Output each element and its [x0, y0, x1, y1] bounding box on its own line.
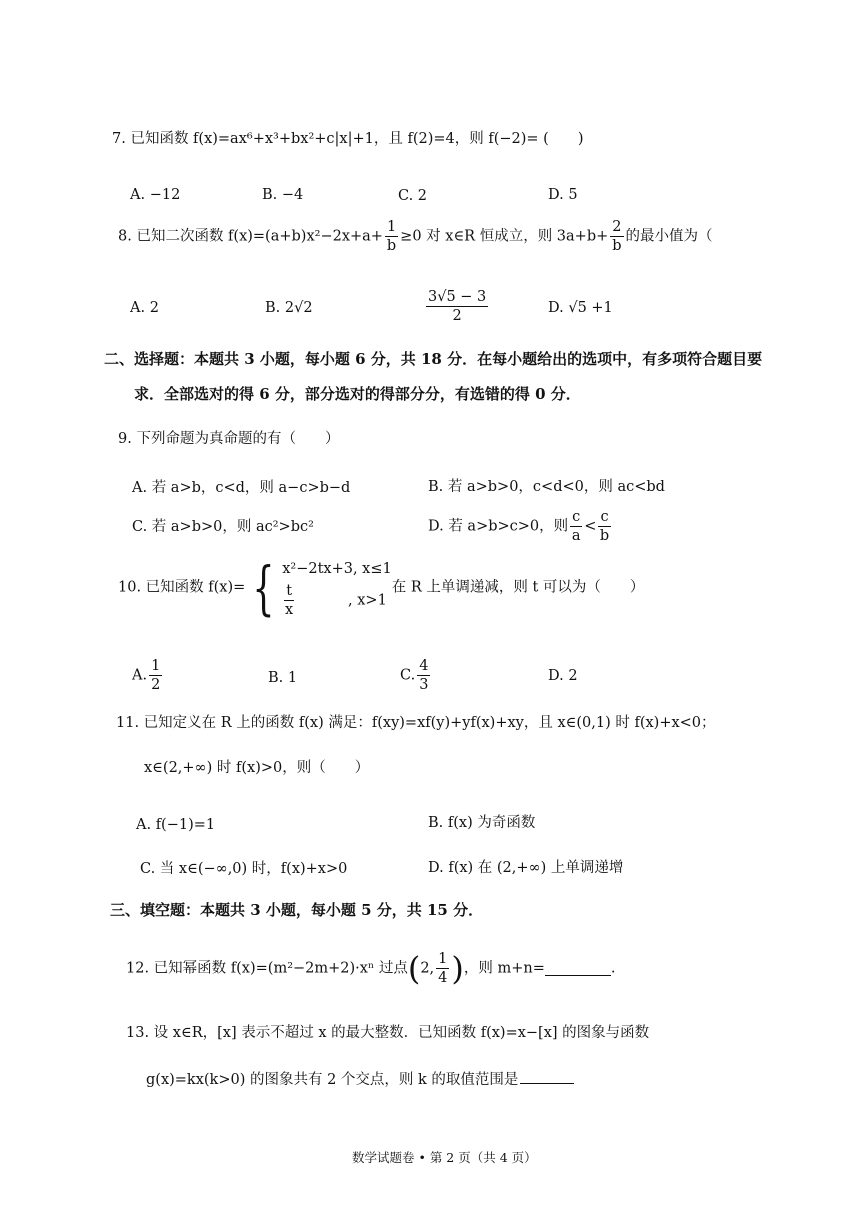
q9-d-lt: < [584, 518, 597, 535]
q10-option-d: D. 2 [548, 668, 578, 684]
q8-option-c-num: 3√5 − 3 [428, 289, 487, 305]
q8-stem-mid: ≥0 对 x∈R 恒成立，则 3a+b+ [400, 228, 609, 245]
q10-stem-pre: 10. 已知函数 f(x)= [118, 579, 246, 596]
q10-c-num: 4 [419, 658, 429, 674]
q10-piecewise-brace: { [252, 553, 275, 622]
question-7-stem: 7. 已知函数 f(x)=ax⁶+x³+bx²+c|x|+1，且 f(2)=4，则 f(−2)= ( ) [112, 131, 584, 147]
q10-piece-2-cond: , x>1 [348, 592, 387, 609]
q10-piece-2-fraction [284, 582, 294, 619]
q9-option-b: B. 若 a>b>0，c<d<0，则 ac<bd [428, 479, 665, 495]
q9-d-den2: b [599, 528, 610, 544]
q10-piece-2-num: t [286, 583, 293, 599]
q10-option-c-fraction [417, 657, 430, 694]
q12-stem-post: ，则 m+n= [463, 960, 545, 977]
q8-frac1-num: 1 [386, 219, 397, 235]
q8-option-b: B. 2√2 [265, 300, 313, 316]
q8-option-a: A. 2 [130, 300, 159, 316]
question-10-stem [118, 553, 645, 622]
q11-option-d: D. f(x) 在 (2,+∞) 上单调递增 [428, 860, 624, 876]
q12-point-num: 1 [438, 951, 448, 967]
section-3-heading: 三、填空题：本题共 3 小题，每小题 5 分，共 15 分． [110, 901, 484, 919]
question-13-line2 [146, 1069, 574, 1091]
q8-fraction-1-over-b [385, 218, 398, 255]
q8-option-c-fraction [426, 288, 488, 325]
q11-option-a: A. f(−1)=1 [136, 817, 216, 833]
q10-stem-post: 在 R 上单调递减，则 t 可以为（ ） [391, 579, 645, 596]
q8-option-c-den: 2 [452, 308, 462, 324]
q8-stem-pre: 8. 已知二次函数 f(x)=(a+b)x²−2x+a+ [118, 228, 383, 245]
q10-option-c [400, 657, 432, 694]
q9-d-num1: c [572, 509, 581, 525]
q7-option-c: C. 2 [398, 188, 428, 204]
q10-option-b: B. 1 [268, 670, 298, 686]
question-11-line1: 11. 已知定义在 R 上的函数 f(x) 满足：f(xy)=xf(y)+yf(x)+xy，且 x∈(0,1) 时 f(x)+x<0； [116, 715, 716, 731]
q12-paren-close: ) [451, 949, 464, 988]
q9-option-a: A. 若 a>b，c<d，则 a−c>b−d [132, 480, 351, 496]
q8-frac2-den: b [612, 238, 622, 254]
q10-option-a-fraction [149, 657, 162, 694]
section-2-heading-line1: 二、选择题：本题共 3 小题，每小题 6 分，共 18 分．在每小题给出的选项中，有多项符合题目要 [104, 350, 763, 368]
q9-d-den1: a [571, 528, 581, 544]
q10-option-a [132, 657, 164, 694]
q8-stem-post: 的最小值为（ [625, 228, 713, 245]
q12-point-den: 4 [438, 970, 448, 986]
question-11-line2: x∈(2,+∞) 时 f(x)>0，则（ ） [144, 760, 370, 776]
q10-piece-2-den: x [285, 602, 294, 618]
q9-option-d [428, 508, 613, 545]
question-13-line1: 13. 设 x∈R，[x] 表示不超过 x 的最大整数．已知函数 f(x)=x−[x] 的图象与函数 [126, 1025, 650, 1041]
q11-option-c: C. 当 x∈(−∞,0) 时，f(x)+x>0 [140, 861, 348, 877]
q7-option-a: A. −12 [130, 187, 181, 203]
question-9-stem: 9. 下列命题为真命题的有（ ） [118, 431, 340, 447]
q10-a-den: 2 [151, 677, 161, 693]
q12-end: . [610, 960, 616, 977]
q8-option-c [424, 288, 490, 325]
q10-piece-1: x²−2tx+3, x≤1 [282, 561, 392, 577]
q10-piecewise [282, 556, 392, 619]
section-2-heading-line2: 求．全部选对的得 6 分，部分选对的得部分分，有选错的得 0 分． [134, 385, 581, 403]
q9-d-num2: c [600, 509, 609, 525]
q8-frac2-num: 2 [612, 219, 622, 235]
q12-answer-blank[interactable] [545, 961, 611, 976]
q12-point-fraction [436, 950, 449, 987]
q7-option-d: D. 5 [548, 187, 578, 203]
q11-option-b: B. f(x) 为奇函数 [428, 815, 536, 831]
q12-point-x: 2, [420, 960, 435, 977]
q9-option-d-pre: D. 若 a>b>c>0，则 [428, 518, 569, 535]
q7-option-b: B. −4 [262, 187, 304, 203]
q9-option-c: C. 若 a>b>0，则 ac²>bc² [132, 519, 314, 535]
q10-c-den: 3 [419, 677, 429, 693]
q12-paren-open: ( [407, 949, 421, 988]
page-footer: 数学试题卷 • 第 2 页（共 4 页） [352, 1150, 537, 1165]
q10-a-num: 1 [151, 658, 161, 674]
q8-option-d: D. √5 +1 [548, 300, 613, 316]
q13-answer-blank[interactable] [520, 1069, 574, 1084]
q9-d-fraction-c-over-b [598, 508, 610, 545]
question-8-stem [118, 218, 713, 255]
q13-line2-text: g(x)=kx(k>0) 的图象共有 2 个交点，则 k 的取值范围是 [146, 1072, 519, 1088]
q12-stem-pre: 12. 已知幂函数 f(x)=(m²−2m+2)·xⁿ 过点 [126, 960, 408, 977]
q8-frac1-den: b [386, 238, 397, 254]
q10-option-a-label: A. [132, 667, 148, 684]
q10-option-c-label: C. [400, 667, 416, 684]
question-12-stem [126, 950, 616, 987]
q9-d-fraction-c-over-a [570, 508, 582, 545]
q8-fraction-2-over-b [610, 218, 623, 255]
q10-piece-2 [282, 582, 392, 619]
